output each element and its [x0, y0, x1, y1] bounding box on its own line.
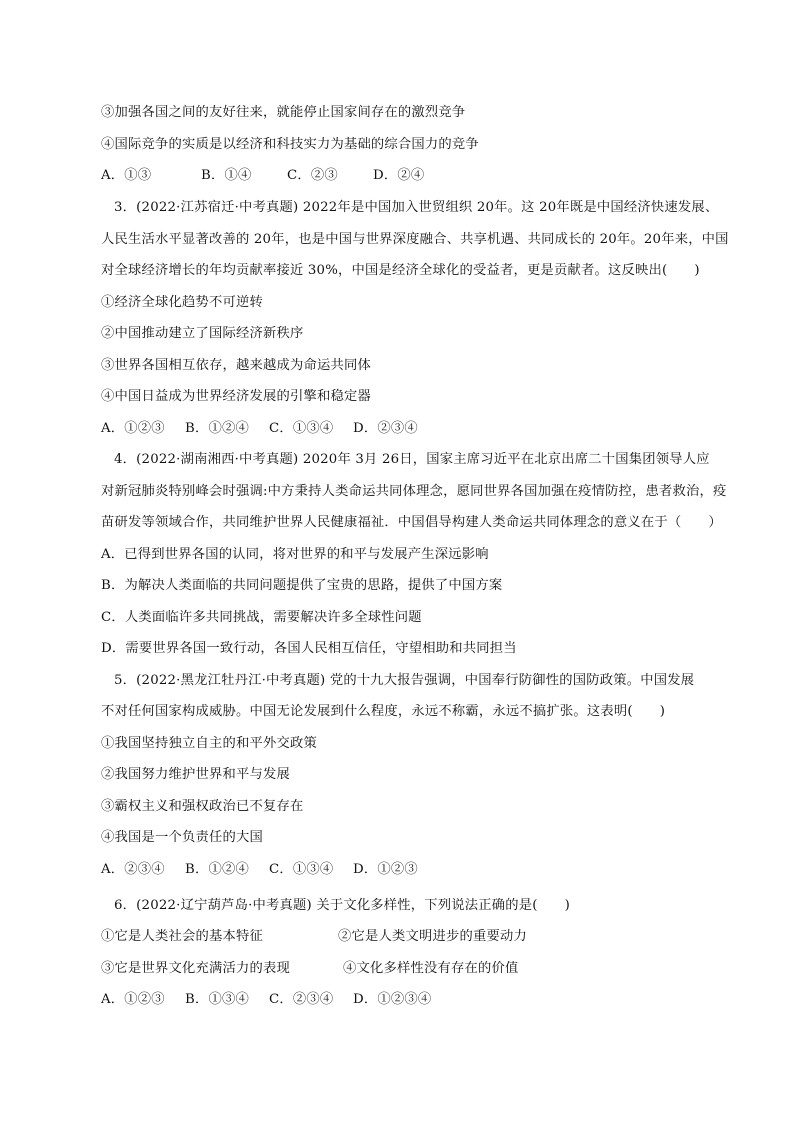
- q6-item-3: ③它是世界文化充满活力的表现: [101, 961, 290, 976]
- q3-stem-line-1: 3．(2022·江苏宿迁·中考真题) 2022年是中国加入世贸组织 20年。这 20年既是中国经济快速发展、: [114, 200, 719, 215]
- q6-items-row-2: [101, 960, 518, 978]
- q3-item-1: ①经济全球化趋势不可逆转: [101, 295, 263, 310]
- q6-items-row-1: [101, 928, 527, 946]
- q6-option-b: B．①③④: [185, 992, 249, 1007]
- q3-option-d: D．②③④: [353, 421, 418, 436]
- q3-option-a: A．①②③: [101, 421, 165, 436]
- q5-item-3: ③霸权主义和强权政治已不复存在: [101, 799, 304, 814]
- q6-option-a: A．①②③: [101, 992, 165, 1007]
- q6-item-4: ④文化多样性没有存在的价值: [343, 961, 519, 976]
- q3-option-b: B．①②④: [185, 421, 249, 436]
- q5-option-d: D．①②③: [353, 862, 418, 877]
- q6-option-d: D．①②③④: [353, 992, 432, 1007]
- q3-stem-line-2: 人民生活水平显著改善的 20年，也是中国与世界深度融合、共享机遇、共同成长的 20年。20年来，中国: [101, 232, 729, 247]
- q5-stem-line-2: 不对任何国家构成威胁。中国无论发展到什么程度，永远不称霸，永远不搞扩张。这表明( ): [101, 704, 666, 719]
- q2-options: [101, 167, 424, 185]
- q2-item-4: ④国际竞争的实质是以经济和科技实力为基础的综合国力的竞争: [101, 137, 479, 152]
- q2-option-a: A．①③: [101, 168, 152, 183]
- q2-option-c: C．②③: [287, 168, 338, 183]
- q2-item-3: ③加强各国之间的友好往来，就能停止国家间存在的激烈竞争: [101, 105, 466, 120]
- q2-option-d: D．②④: [373, 168, 425, 183]
- q5-option-b: B．①②④: [185, 862, 249, 877]
- q5-item-4: ④我国是一个负责任的大国: [101, 830, 263, 845]
- q3-stem-line-3: 对全球经济增长的年均贡献率接近 30%，中国是经济全球化的受益者，更是贡献者。这反映出( ): [101, 263, 700, 278]
- q6-stem-line-1: 6．(2022·辽宁葫芦岛·中考真题) 关于文化多样性，下列说法正确的是( ): [114, 898, 571, 913]
- q4-option-c: C．人类面临许多共同挑战，需要解决许多全球性问题: [101, 610, 422, 625]
- q4-stem-line-3: 苗研发等领域合作，共同维护世界人民健康福祉．中国倡导构建人类命运共同体理念的意义在于（ ）: [101, 515, 722, 530]
- q3-item-4: ④中国日益成为世界经济发展的引擎和稳定器: [101, 389, 371, 404]
- q5-option-a: A．②③④: [101, 862, 165, 877]
- q3-item-3: ③世界各国相互依存，越来越成为命运共同体: [101, 358, 371, 373]
- q4-stem-line-2: 对新冠肺炎特别峰会时强调:中方秉持人类命运共同体理念，愿同世界各国加强在疫情防控，患者救治，疫: [101, 484, 727, 499]
- q3-option-c: C．①③④: [269, 421, 334, 436]
- q6-item-2: ②它是人类文明进步的重要动力: [338, 929, 527, 944]
- q6-options: [101, 991, 431, 1009]
- q6-item-1: ①它是人类社会的基本特征: [101, 929, 263, 944]
- q4-option-b: B．为解决人类面临的共同问题提供了宝贵的思路，提供了中国方案: [101, 578, 503, 593]
- q5-item-1: ①我国坚持独立自主的和平外交政策: [101, 736, 317, 751]
- q5-item-2: ②我国努力维护世界和平与发展: [101, 767, 290, 782]
- q5-stem-line-1: 5．(2022·黑龙江牡丹江·中考真题) 党的十九大报告强调，中国奉行防御性的国防政策。中国发展: [114, 673, 695, 688]
- q3-item-2: ②中国推动建立了国际经济新秩序: [101, 326, 304, 341]
- q4-stem-line-1: 4．(2022·湖南湘西·中考真题) 2020年 3月 26日，国家主席习近平在北京出席二十国集团领导人应: [114, 452, 710, 467]
- q5-options: [101, 861, 418, 879]
- q4-option-a: A．已得到世界各国的认同，将对世界的和平与发展产生深远影响: [101, 547, 489, 562]
- q5-option-c: C．①③④: [269, 862, 334, 877]
- q3-options: [101, 420, 418, 438]
- q4-option-d: D．需要世界各国一致行动，各国人民相互信任，守望相助和共同担当: [101, 641, 517, 656]
- q6-option-c: C．②③④: [269, 992, 334, 1007]
- q2-option-b: B．①④: [201, 168, 252, 183]
